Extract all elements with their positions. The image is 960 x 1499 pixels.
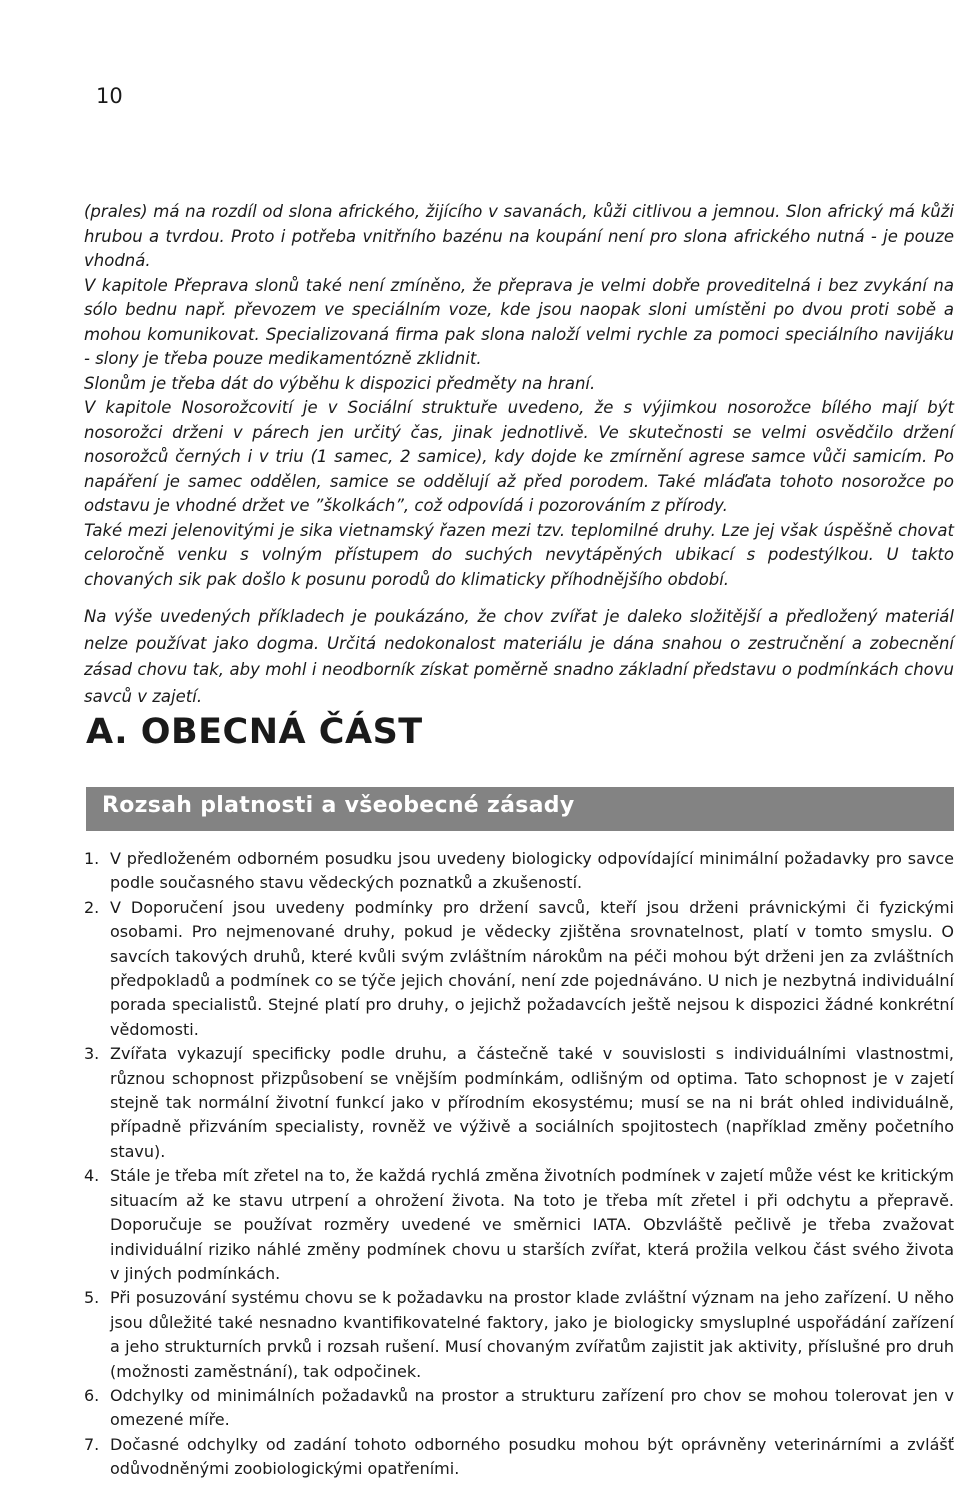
- list-item: [84, 896, 954, 1042]
- page-number: 10: [96, 84, 123, 108]
- closing-paragraph: Na výše uvedených příkladech je poukázáno, že chov zvířat je daleko složitější a předložený materiál nelze používat jako dogma. Určitá nedokonalost materiálu je dána snahou o zestručnění a zobecnění zásad chovu tak, aby mohl i neodborník získat poměrně snadno základní představu o podmínkách chovu savců v zajetí.: [84, 607, 954, 706]
- subsection-title: Rozsah platnosti a všeobecné zásady: [102, 793, 575, 818]
- rules-list: [84, 847, 954, 1482]
- intro-paragraph: Také mezi jelenovitými je sika vietnamský řazen mezi tzv. teplomilné druhy. Lze jej však úspěšně chovat celoročně venku s volným přístupem do suchých nevytápěných ubikací s podestýlkou. U takto chovaných sik pak došlo k posunu porodů do klimaticky příhodnějšího období.: [84, 520, 954, 589]
- list-item-text: Zvířata vykazují specificky podle druhu, a částečně také v souvislosti s individuálními vlastnostmi, různou schopnost přizpůsobení se vnějším podmínkám, odlišným od optima. Tato schopnost je v zajetí stejně tak normální životní funkcí jako v přírodním ekosystému; musí se na ni brát ohled individuálně, případně přizváním specialisty, rovněž ve výživě a sociálních spojitostech (například změny početního stavu).: [110, 1044, 954, 1161]
- list-item-text: Odchylky od minimálních požadavků na prostor a strukturu zařízení pro chov se mohou tolerovat jen v omezené míře.: [110, 1385, 954, 1430]
- list-item-number: 2.: [84, 897, 100, 917]
- intro-paragraph: V kapitole Nosorožcovití je v Sociální struktuře uvedeno, že s výjimkou nosorožce bílého mají být nosorožci drženi v párech jen určitý čas, jinak jednotlivě. Ve skutečnosti se velmi osvědčilo držení nosorožců černých i v triu (1 samec, 2 samice), kdy dojde ke zmírnění agrese samce vůči samicím. Po napáření je samec oddělen, samice se oddělují až před porodem. Také mláďata tohoto nosorožce po odstavu je vhodné držet ve ”školkách”, což odpovídá i pozorováním z přírody.: [84, 398, 954, 515]
- list-item: [84, 1433, 954, 1482]
- list-item-text: Stále je třeba mít zřetel na to, že každá rychlá změna životních podmínek v zajetí může vést ke kritickým situacím až ke stavu utrpení a ohrožení života. Na toto je třeba mít zřetel i při odchytu a přepravě. Doporučuje se používat rozměry uvedené ve směrnici IATA. Obzvláště pečlivě je třeba zvažovat individuální riziko náhlé změny podmínek chovu u starších zvířat, která prožila velkou část svého života v jiných podmínkách.: [110, 1166, 954, 1283]
- list-item-text: V Doporučení jsou uvedeny podmínky pro držení savců, kteří jsou drženi právnickými či fyzickými osobami. Pro nejmenované druhy, pokud je vědecky zjištěna srovnatelnost, platí v tomto smyslu. O savcích takových druhů, které kvůli svým zvláštním nárokům na péči mohou být drženi jen za zvláštních předpokladů a podmínek co se týče jejich chování, není zde pojednáváno. U nich je nezbytná individuální porada specialistů. Stejné platí pro druhy, o jejichž požadavcích ještě nejsou k dispozici žádné konkrétní vědomosti.: [110, 897, 954, 1039]
- list-item-number: 3.: [84, 1044, 100, 1064]
- intro-paragraph: (prales) má na rozdíl od slona afrického, žijícího v savanách, kůži citlivou a jemnou. Slon africký má kůži hrubou a tvrdou. Proto i potřeba vnitřního bazénu na koupání není pro slona afrického nutná - je pouze vhodná.: [84, 202, 954, 270]
- subsection-header: [86, 787, 954, 831]
- section-title: A. OBECNÁ ČÁST: [86, 712, 423, 752]
- intro-text: [84, 200, 954, 592]
- list-item-text: Dočasné odchylky od zadání tohoto odborného posudku mohou být oprávněny veterinárními a zvlášť odůvodněnými zoobiologickými opatřeními.: [110, 1434, 954, 1479]
- list-item: [84, 1384, 954, 1433]
- list-item-text: V předloženém odborném posudku jsou uvedeny biologicky odpovídající minimální požadavky pro savce podle současného stavu vědeckých poznatků a zkušeností.: [110, 849, 954, 893]
- list-item: [84, 1286, 954, 1384]
- list-item-number: 1.: [84, 849, 100, 868]
- list-item-number: 7.: [84, 1434, 100, 1454]
- list-item-text: Při posuzování systému chovu se k požadavku na prostor klade zvláštní význam na jeho zařízení. U něho jsou důležité také nesnadno kvantifikovatelné faktory, jako je biologicky smysluplné uspořádání zařízení a jeho strukturních prvků i rozsah rušení. Musí chovaným zvířatům zajistit jak aktivity, příslušné pro druh (možnosti zaměstnání), tak odpočinek.: [110, 1288, 954, 1381]
- list-item-number: 4.: [84, 1166, 100, 1186]
- intro-paragraph: V kapitole Přeprava slonů také není zmíněno, že přeprava je velmi dobře proveditelná i bez zvykání na sólo bednu např. převozem ve speciálním voze, kde jsou naopak sloni umístěni po dvou proti sobě a mohou komunikovat. Specializovaná firma pak slona naloží velmi rychle za pomoci speciálního navijáku - slony je třeba pouze medikamentózně zklidnit.: [84, 275, 954, 368]
- list-item: [84, 847, 954, 896]
- list-item: [84, 1164, 954, 1286]
- list-item: [84, 1042, 954, 1164]
- list-item-number: 5.: [84, 1288, 100, 1308]
- closing-text: [84, 604, 954, 710]
- list-item-number: 6.: [84, 1385, 100, 1405]
- intro-paragraph: Slonům je třeba dát do výběhu k dispozici předměty na hraní.: [84, 373, 596, 393]
